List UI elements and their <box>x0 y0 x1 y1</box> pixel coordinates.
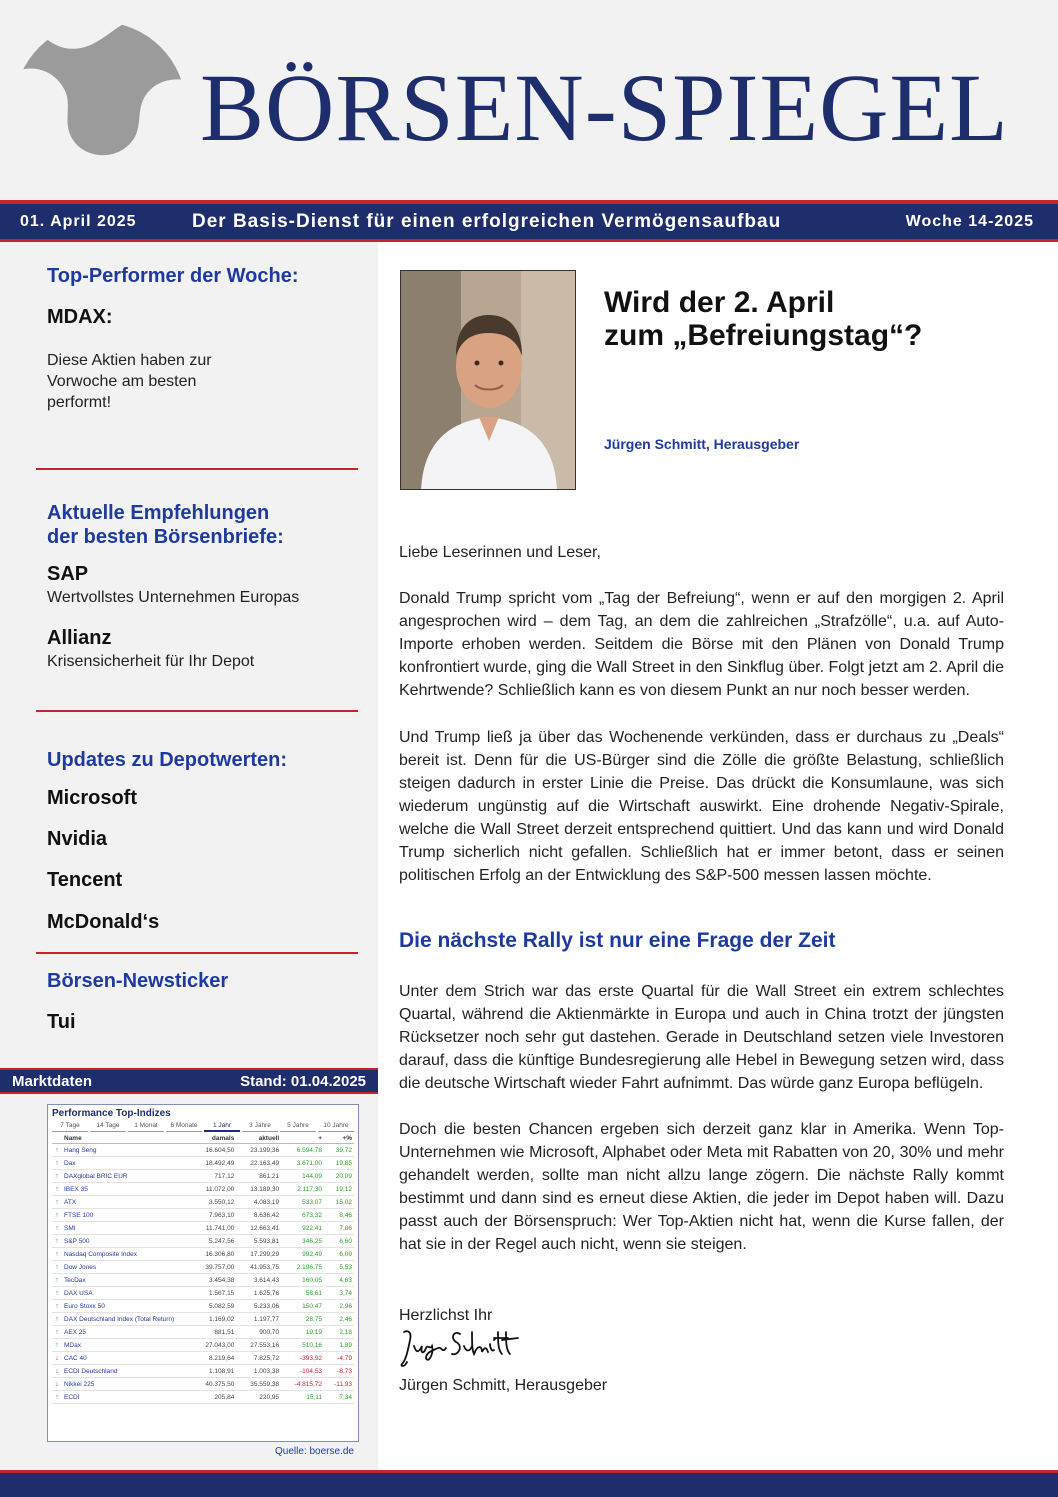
table-cell-name[interactable]: Hang Seng <box>62 1144 191 1157</box>
table-row[interactable] <box>52 1391 354 1404</box>
table-cell-name[interactable]: Dax <box>62 1157 191 1170</box>
update-item[interactable]: Nvidia <box>47 828 108 850</box>
table-header-cell <box>52 1134 62 1144</box>
table-cell-name[interactable]: IBEX 35 <box>62 1183 191 1196</box>
table-cell-then: 5.247,56 <box>191 1235 236 1248</box>
table-header-cell: aktuell <box>236 1134 281 1144</box>
table-cell-diff: -4.815,72 <box>281 1378 324 1391</box>
table-cell-then: 205,84 <box>191 1391 236 1404</box>
article-paragraph: Donald Trump spricht vom „Tag der Befreiung“, wenn er auf den morgigen 2. April angesprochen wird – dem Tag, an dem die zahlreichen „Strafzölle“, u.a. auf Auto-Importe erhoben werden. Seitdem die Börse mit den Plänen von Donald Trump konfrontiert wurde, ging die Wall Street in den Sinkflug über. Folgt jetzt am 2. April die Kehrtwende? Schließlich kann es von diesem Punkt an nur noch besser werden. <box>399 590 1004 699</box>
table-cell-name[interactable]: ECDI Deutschland <box>62 1365 191 1378</box>
table-cell-name[interactable]: Nasdaq Composite Index <box>62 1248 191 1261</box>
table-row[interactable] <box>52 1261 354 1274</box>
footer-band <box>0 1470 1058 1497</box>
table-row[interactable] <box>52 1183 354 1196</box>
recommendations-heading: Aktuelle Empfehlungen der besten Börsenbriefe: <box>47 502 284 548</box>
table-cell-then: 16.604,50 <box>191 1144 236 1157</box>
arrow-up-icon: ↑ <box>52 1222 62 1235</box>
date-tagline-band <box>0 200 1058 242</box>
table-cell-now: 8.636,42 <box>236 1209 281 1222</box>
table-cell-pct: 39,72 <box>324 1144 354 1157</box>
update-item[interactable]: Microsoft <box>47 787 137 809</box>
table-cell-pct: 2,46 <box>324 1313 354 1326</box>
table-cell-now: 7.825,72 <box>236 1352 281 1365</box>
table-cell-now: 23.199,36 <box>236 1144 281 1157</box>
table-cell-then: 39.757,00 <box>191 1261 236 1274</box>
table-cell-name[interactable]: Dow Jones <box>62 1261 191 1274</box>
arrow-up-icon: ↑ <box>52 1157 62 1170</box>
performance-table-title: Performance Top-Indizes <box>52 1108 171 1119</box>
table-cell-name[interactable]: Euro Stoxx 50 <box>62 1300 191 1313</box>
section-divider <box>36 468 358 470</box>
section-divider <box>36 952 358 954</box>
top-performer-heading: Top-Performer der Woche: <box>47 265 299 287</box>
table-cell-name[interactable]: CAC 40 <box>62 1352 191 1365</box>
table-row[interactable] <box>52 1196 354 1209</box>
table-cell-then: 11.072,00 <box>191 1183 236 1196</box>
table-cell-then: 7.963,10 <box>191 1209 236 1222</box>
author-portrait-icon <box>400 270 576 490</box>
table-row[interactable] <box>52 1339 354 1352</box>
arrow-down-icon: ↓ <box>52 1365 62 1378</box>
data-source[interactable]: Quelle: boerse.de <box>275 1446 354 1457</box>
closing: Herzlichst Ihr <box>399 1307 493 1324</box>
issue-week: Woche 14-2025 <box>905 213 1034 230</box>
table-cell-now: 27.553,16 <box>236 1339 281 1352</box>
table-cell-diff: 533,07 <box>281 1196 324 1209</box>
table-cell-then: 717,12 <box>191 1170 236 1183</box>
table-cell-diff: -393,92 <box>281 1352 324 1365</box>
table-cell-then: 16.306,80 <box>191 1248 236 1261</box>
table-cell-now: 5.593,81 <box>236 1235 281 1248</box>
table-row[interactable] <box>52 1326 354 1339</box>
table-cell-now: 3.614,43 <box>236 1274 281 1287</box>
table-cell-name[interactable]: Nikkei 225 <box>62 1378 191 1391</box>
table-cell-name[interactable]: ATX <box>62 1196 191 1209</box>
arrow-up-icon: ↑ <box>52 1300 62 1313</box>
signoff: Jürgen Schmitt, Herausgeber <box>399 1377 608 1394</box>
arrow-up-icon: ↑ <box>52 1261 62 1274</box>
marktdaten-bar <box>0 1068 378 1094</box>
masthead-title: BÖRSEN-SPIEGEL <box>200 54 1009 161</box>
table-cell-pct: 19,85 <box>324 1157 354 1170</box>
performance-tab[interactable]: 1 Monat <box>128 1122 164 1132</box>
table-cell-diff: 3.671,00 <box>281 1157 324 1170</box>
table-cell-then: 3.550,12 <box>191 1196 236 1209</box>
table-row[interactable] <box>52 1209 354 1222</box>
table-cell-diff: 992,49 <box>281 1248 324 1261</box>
update-item[interactable]: Tencent <box>47 869 123 891</box>
table-cell-pct: 2,96 <box>324 1300 354 1313</box>
arrow-up-icon: ↑ <box>52 1274 62 1287</box>
arrow-up-icon: ↑ <box>52 1170 62 1183</box>
table-cell-name[interactable]: MDax <box>62 1339 191 1352</box>
masthead <box>0 0 1058 200</box>
table-cell-name[interactable]: TecDax <box>62 1274 191 1287</box>
table-cell-pct: 6,09 <box>324 1248 354 1261</box>
table-cell-now: 220,95 <box>236 1391 281 1404</box>
table-row[interactable] <box>52 1222 354 1235</box>
table-cell-now: 22.163,49 <box>236 1157 281 1170</box>
table-cell-name[interactable]: FTSE 100 <box>62 1209 191 1222</box>
table-cell-name[interactable]: AEX 25 <box>62 1326 191 1339</box>
table-cell-then: 11.741,00 <box>191 1222 236 1235</box>
table-cell-now: 1.197,77 <box>236 1313 281 1326</box>
table-cell-diff: 150,47 <box>281 1300 324 1313</box>
performance-tab[interactable]: 7 Tage <box>52 1122 88 1132</box>
updates-heading: Updates zu Depotwerten: <box>47 749 288 771</box>
table-cell-pct: 19,12 <box>324 1183 354 1196</box>
table-cell-pct: -11,93 <box>324 1378 354 1391</box>
table-row[interactable] <box>52 1378 354 1391</box>
recommendation-desc: Wertvollstes Unternehmen Europas <box>47 589 300 606</box>
arrow-down-icon: ↓ <box>52 1352 62 1365</box>
table-row[interactable] <box>52 1313 354 1326</box>
table-cell-now: 17.299,29 <box>236 1248 281 1261</box>
table-cell-diff: 15,11 <box>281 1391 324 1404</box>
table-cell-now: 13.189,30 <box>236 1183 281 1196</box>
table-cell-now: 900,70 <box>236 1326 281 1339</box>
table-cell-diff: 2.196,75 <box>281 1261 324 1274</box>
table-cell-diff: 28,75 <box>281 1313 324 1326</box>
section-divider <box>36 710 358 712</box>
performance-tabs <box>52 1122 354 1132</box>
table-cell-name[interactable]: DAX Deutschland Index (Total Return) <box>62 1313 191 1326</box>
tagline: Der Basis-Dienst für einen erfolgreichen Vermögensaufbau <box>192 211 782 232</box>
table-cell-now: 12.663,41 <box>236 1222 281 1235</box>
table-cell-then: 3.454,38 <box>191 1274 236 1287</box>
arrow-up-icon: ↑ <box>52 1391 62 1404</box>
issue-date: 01. April 2025 <box>20 213 137 230</box>
article-byline: Jürgen Schmitt, Herausgeber <box>604 436 800 452</box>
table-row[interactable] <box>52 1157 354 1170</box>
table-row[interactable] <box>52 1235 354 1248</box>
recommendation-name[interactable]: Allianz <box>47 627 112 649</box>
arrow-down-icon: ↓ <box>52 1378 62 1391</box>
table-cell-then: 5.082,59 <box>191 1300 236 1313</box>
table-cell-diff: 160,05 <box>281 1274 324 1287</box>
table-cell-pct: 15,02 <box>324 1196 354 1209</box>
table-cell-pct: 3,74 <box>324 1287 354 1300</box>
table-header-cell: + <box>281 1134 324 1144</box>
table-row[interactable] <box>52 1352 354 1365</box>
table-cell-then: 1.169,02 <box>191 1313 236 1326</box>
table-row[interactable] <box>52 1170 354 1183</box>
table-row[interactable] <box>52 1300 354 1313</box>
table-cell-now: 5.233,06 <box>236 1300 281 1313</box>
table-cell-pct: -8,73 <box>324 1365 354 1378</box>
table-header-cell: +% <box>324 1134 354 1144</box>
table-cell-diff: 144,09 <box>281 1170 324 1183</box>
table-cell-then: 18.492,49 <box>191 1157 236 1170</box>
table-cell-diff: 58,61 <box>281 1287 324 1300</box>
table-row[interactable] <box>52 1144 354 1157</box>
table-cell-diff: 510,16 <box>281 1339 324 1352</box>
table-row[interactable] <box>52 1365 354 1378</box>
table-cell-diff: 673,32 <box>281 1209 324 1222</box>
table-cell-pct: 7,86 <box>324 1222 354 1235</box>
arrow-up-icon: ↑ <box>52 1339 62 1352</box>
marktdaten-date: Stand: 01.04.2025 <box>240 1073 366 1090</box>
table-cell-now: 1.003,38 <box>236 1365 281 1378</box>
table-cell-pct: 4,63 <box>324 1274 354 1287</box>
table-cell-diff: 6.594,78 <box>281 1144 324 1157</box>
article-headline: Wird der 2. April zum „Befreiungstag“? <box>604 286 923 352</box>
table-cell-pct: 6,60 <box>324 1235 354 1248</box>
arrow-up-icon: ↑ <box>52 1209 62 1222</box>
table-cell-name[interactable]: S&P 500 <box>62 1235 191 1248</box>
performance-table-panel <box>47 1104 359 1442</box>
recommendation-name[interactable]: SAP <box>47 563 89 585</box>
table-cell-then: 1.108,91 <box>191 1365 236 1378</box>
table-cell-pct: 5,53 <box>324 1261 354 1274</box>
table-cell-pct: 20,09 <box>324 1170 354 1183</box>
table-cell-then: 8.219,64 <box>191 1352 236 1365</box>
table-cell-then: 40.375,50 <box>191 1378 236 1391</box>
update-item[interactable]: McDonald‘s <box>47 911 160 933</box>
table-cell-now: 35.559,38 <box>236 1378 281 1391</box>
newsticker-item[interactable]: Tui <box>47 1011 76 1033</box>
table-cell-pct: -4,79 <box>324 1352 354 1365</box>
table-cell-pct: 1,89 <box>324 1339 354 1352</box>
arrow-up-icon: ↑ <box>52 1313 62 1326</box>
table-cell-pct: 8,46 <box>324 1209 354 1222</box>
table-cell-name[interactable]: ECDI <box>62 1391 191 1404</box>
table-cell-now: 861,21 <box>236 1170 281 1183</box>
recommendation-desc: Krisensicherheit für Ihr Depot <box>47 653 255 670</box>
newsticker-heading: Börsen-Newsticker <box>47 970 229 992</box>
arrow-up-icon: ↑ <box>52 1248 62 1261</box>
table-cell-name[interactable]: DAX USA <box>62 1287 191 1300</box>
table-cell-pct: 2,18 <box>324 1326 354 1339</box>
table-cell-now: 4.083,19 <box>236 1196 281 1209</box>
table-header-cell: Name <box>62 1134 191 1144</box>
performance-tab[interactable]: 10 Jahre <box>318 1122 354 1132</box>
article-subhead: Die nächste Rally ist nur eine Frage der Zeit <box>399 929 836 952</box>
performance-tab[interactable]: 6 Monate <box>166 1122 202 1132</box>
table-row[interactable] <box>52 1248 354 1261</box>
table-cell-diff: -104,53 <box>281 1365 324 1378</box>
performance-tab[interactable]: 14 Tage <box>90 1122 126 1132</box>
table-cell-diff: 19,19 <box>281 1326 324 1339</box>
arrow-up-icon: ↑ <box>52 1183 62 1196</box>
article-paragraph: Und Trump ließ ja über das Wochenende verkünden, dass er durchaus zu „Deals“ bereit ist. Denn für die US-Bürger sind die Zölle die größte Belastung, schließlich steigen dadurch in erster Linie die Preise. Das drückt die Konsumlaune, was sich wiederum ungünstig auf die Wirtschaft auswirkt. Eine drohende Negativ-Spirale, welche die Wall Street derzeit entsprechend quittiert. Und das kann und wird Donald Trump sicherlich nicht gefallen. Schließlich hat er immer betont, dass er seinen politischen Erfolg an der Entwicklung des S&P-500 messen lassen möchte. <box>399 729 1004 884</box>
arrow-up-icon: ↑ <box>52 1326 62 1339</box>
article-paragraph: Unter dem Strich war das erste Quartal für die Wall Street ein extrem schlechtes Quartal, während die Aktienmärkte in Europa und auch in China trotzt der jüngsten Rücksetzer noch sehr gut dastehen. Gerade in Deutschland setzen viele Investoren darauf, dass die künftige Bundesregierung alle Hebel in Bewegung setzen wird, dass die deutsche Wirtschaft wieder Fahrt aufnimmt. Das würde ganz Europa beflügeln. <box>399 983 1004 1092</box>
table-row[interactable] <box>52 1274 354 1287</box>
table-cell-name[interactable]: SMI <box>62 1222 191 1235</box>
table-header-cell: damals <box>191 1134 236 1144</box>
table-row[interactable] <box>52 1287 354 1300</box>
salutation: Liebe Leserinnen und Leser, <box>399 544 601 561</box>
performance-tab[interactable]: 1 Jahr <box>204 1122 240 1132</box>
table-cell-pct: 7,34 <box>324 1391 354 1404</box>
table-cell-diff: 2.117,30 <box>281 1183 324 1196</box>
table-cell-diff: 346,25 <box>281 1235 324 1248</box>
arrow-up-icon: ↑ <box>52 1287 62 1300</box>
table-cell-now: 1.625,76 <box>236 1287 281 1300</box>
table-cell-now: 41.953,75 <box>236 1261 281 1274</box>
table-cell-then: 1.567,15 <box>191 1287 236 1300</box>
table-cell-name[interactable]: DAXglobal BRIC EUR <box>62 1170 191 1183</box>
performance-table <box>52 1134 354 1404</box>
top-performer-text: Diese Aktien haben zur Vorwoche am besten performt! <box>47 352 212 411</box>
arrow-up-icon: ↑ <box>52 1144 62 1157</box>
top-performer-index: MDAX: <box>47 306 113 328</box>
globe-bull-logo-icon <box>8 18 193 198</box>
article-paragraph: Doch die besten Chancen ergeben sich derzeit ganz klar in Amerika. Wenn Top-Unternehmen wie Microsoft, Alphabet oder Meta mit Rabatten von 20, 30% und mehr gehandelt werden, sollte man nicht allzu lange zögern. Die nächste Rally kommt bestimmt und dann sind es erneut diese Aktien, die jeder im Depot haben will. Dazu passt auch der Börsenspruch: Wer Top-Aktien nicht hat, wenn die Kurse fallen, der hat sie in der Regel auch nicht, wenn sie steigen. <box>399 1121 1004 1253</box>
performance-tab[interactable]: 5 Jahre <box>280 1122 316 1132</box>
handwritten-signature-icon <box>398 1324 523 1372</box>
table-cell-diff: 922,41 <box>281 1222 324 1235</box>
table-cell-then: 27.043,00 <box>191 1339 236 1352</box>
arrow-up-icon: ↑ <box>52 1196 62 1209</box>
table-cell-then: 881,51 <box>191 1326 236 1339</box>
arrow-up-icon: ↑ <box>52 1235 62 1248</box>
performance-tab[interactable]: 3 Jahre <box>242 1122 278 1132</box>
marktdaten-label: Marktdaten <box>12 1073 93 1090</box>
